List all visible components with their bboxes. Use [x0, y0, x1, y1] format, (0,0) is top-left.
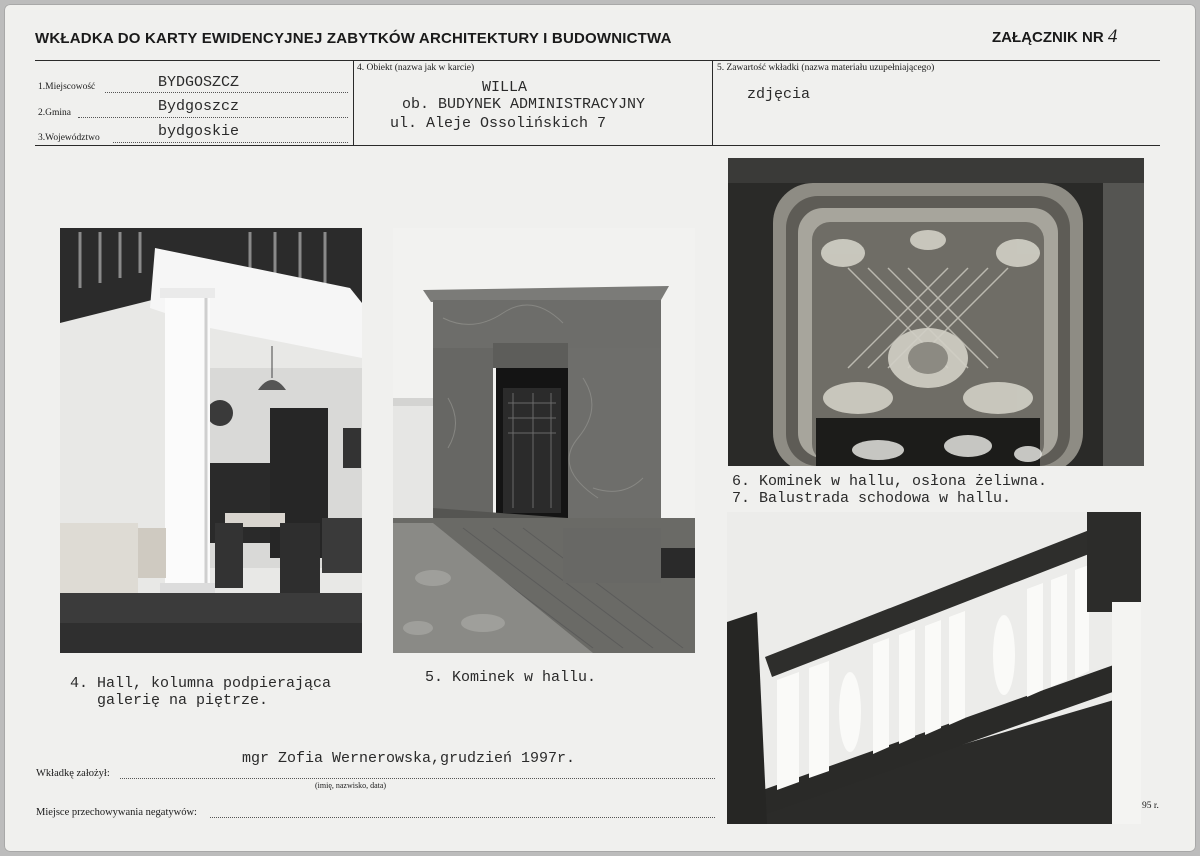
content-label: 5. Zawartość wkładki (nazwa materiału uzupełniającego) — [717, 63, 935, 73]
author-typed: mgr Zofia Wernerowska,grudzień 1997r. — [242, 750, 576, 767]
photo-hall-column — [60, 228, 362, 653]
commune-label: 2.Gmina — [38, 108, 71, 118]
annex-label — [992, 26, 1117, 48]
document-title: WKŁADKA DO KARTY EWIDENCYJNEJ ZABYTKÓW ARCHITEKTURY I BUDOWNICTWA — [35, 30, 672, 47]
form-divider-1 — [353, 60, 354, 146]
caption-photo-6: 6. Kominek w hallu, osłona żeliwna. — [732, 473, 1048, 490]
content-value: zdjęcia — [747, 86, 811, 103]
form-divider-2 — [712, 60, 713, 146]
voivodeship-line — [113, 142, 348, 143]
founded-label: Wkładkę założył: — [36, 768, 110, 779]
object-line-3: ul. Aleje Ossolińskich 7 — [390, 115, 607, 132]
form-top-rule — [35, 60, 1160, 61]
caption-photo-4-line-1: 4. Hall, kolumna podpierająca — [70, 675, 332, 692]
caption-photo-4-line-2: galerię na piętrze. — [70, 692, 269, 709]
annex-number: 4 — [1107, 26, 1118, 47]
object-label: 4. Obiekt (nazwa jak w karcie) — [357, 63, 475, 73]
founded-line — [120, 778, 715, 779]
locality-value: BYDGOSZCZ — [158, 74, 240, 91]
object-line-1: WILLA — [482, 79, 528, 96]
form-bottom-rule — [35, 145, 1160, 146]
object-line-2: ob. BUDYNEK ADMINISTRACYJNY — [402, 96, 646, 113]
voivodeship-label: 3.Województwo — [38, 133, 100, 143]
commune-value: Bydgoszcz — [158, 98, 240, 115]
voivodeship-value: bydgoskie — [158, 123, 240, 140]
photo-cast-iron-cover — [728, 158, 1144, 466]
photo-stair-balustrade — [727, 512, 1141, 824]
caption-photo-5: 5. Kominek w hallu. — [425, 669, 597, 686]
commune-line — [78, 117, 348, 118]
negatives-label: Miejsce przechowywania negatywów: — [36, 807, 197, 818]
founded-hint: (imię, nazwisko, data) — [315, 781, 387, 790]
annex-label-text: ZAŁĄCZNIK NR — [992, 29, 1104, 46]
negatives-line — [210, 817, 715, 818]
locality-line — [105, 92, 348, 93]
print-code: 95 r. — [1142, 801, 1159, 811]
caption-photo-7: 7. Balustrada schodowa w hallu. — [732, 490, 1012, 507]
locality-label: 1.Miejscowość — [38, 82, 96, 92]
photo-fireplace — [393, 228, 695, 653]
